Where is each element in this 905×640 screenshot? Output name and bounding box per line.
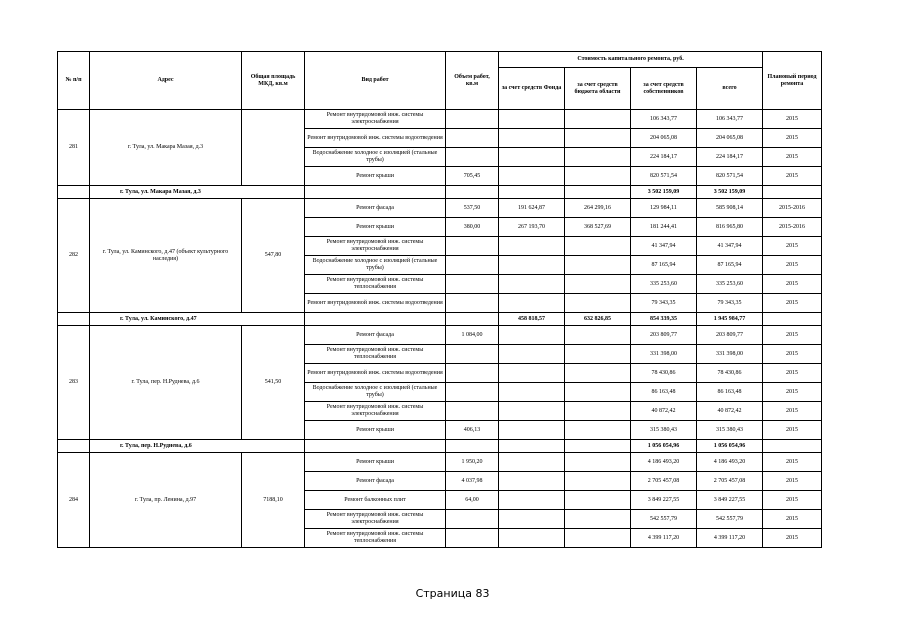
owners-cell: 204 065,08	[631, 129, 697, 148]
total-fund-cell	[499, 186, 565, 199]
work-type-cell: Водоснабжение холодное с изоляцией (стальные трубы)	[305, 383, 446, 402]
work-type-cell: Ремонт фасада	[305, 199, 446, 218]
period-cell: 2015	[763, 491, 822, 510]
total-cell: 3 849 227,55	[697, 491, 763, 510]
total-sum-cell: 1 945 984,77	[697, 313, 763, 326]
owners-cell: 129 984,11	[631, 199, 697, 218]
volume-cell: 64,00	[446, 491, 499, 510]
region-budget-cell: 368 527,69	[565, 218, 631, 237]
owners-cell: 3 849 227,55	[631, 491, 697, 510]
fund-cell	[499, 167, 565, 186]
owners-cell: 335 253,60	[631, 275, 697, 294]
total-volume-blank	[446, 313, 499, 326]
volume-cell: 537,50	[446, 199, 499, 218]
total-sum-cell: 3 502 159,09	[697, 186, 763, 199]
fund-cell	[499, 491, 565, 510]
address-cell: г. Тула, пр. Ленина, д.97	[90, 453, 242, 548]
owners-cell: 542 557,79	[631, 510, 697, 529]
header-fund: за счет средств Фонда	[499, 68, 565, 110]
total-address-cell: г. Тула, пер. Н.Руднева, д.6	[90, 440, 305, 453]
fund-cell	[499, 472, 565, 491]
region-budget-cell	[565, 167, 631, 186]
fund-cell: 191 624,87	[499, 199, 565, 218]
volume-cell	[446, 383, 499, 402]
total-cell: 106 343,77	[697, 110, 763, 129]
region-budget-cell	[565, 326, 631, 345]
volume-cell	[446, 510, 499, 529]
total-cell: 78 430,86	[697, 364, 763, 383]
period-cell: 2015	[763, 472, 822, 491]
region-budget-cell	[565, 421, 631, 440]
owners-cell: 181 244,41	[631, 218, 697, 237]
total-work-blank	[305, 313, 446, 326]
fund-cell	[499, 148, 565, 167]
area-cell	[242, 110, 305, 186]
total-region-cell	[565, 186, 631, 199]
fund-cell	[499, 237, 565, 256]
total-owners-cell: 3 502 159,09	[631, 186, 697, 199]
fund-cell	[499, 110, 565, 129]
work-type-cell: Ремонт балконных плит	[305, 491, 446, 510]
row-number: 281	[58, 110, 90, 186]
period-cell: 2015	[763, 402, 822, 421]
work-type-cell: Ремонт внутридомовой инж. системы теплоснабжения	[305, 275, 446, 294]
work-type-cell: Ремонт внутридомовой инж. системы водоотведения	[305, 129, 446, 148]
owners-cell: 315 380,43	[631, 421, 697, 440]
total-cell: 86 163,48	[697, 383, 763, 402]
volume-cell: 380,00	[446, 218, 499, 237]
area-cell: 547,80	[242, 199, 305, 313]
period-cell: 2015	[763, 421, 822, 440]
period-cell: 2015	[763, 110, 822, 129]
volume-cell: 406,13	[446, 421, 499, 440]
table-body	[58, 110, 822, 548]
region-budget-cell	[565, 510, 631, 529]
owners-cell: 2 705 457,08	[631, 472, 697, 491]
fund-cell	[499, 345, 565, 364]
volume-cell: 705,45	[446, 167, 499, 186]
total-cell: 41 347,94	[697, 237, 763, 256]
region-budget-cell	[565, 294, 631, 313]
period-cell: 2015	[763, 529, 822, 548]
region-budget-cell: 264 299,16	[565, 199, 631, 218]
fund-cell	[499, 529, 565, 548]
period-cell: 2015	[763, 275, 822, 294]
total-period-blank	[763, 313, 822, 326]
total-work-blank	[305, 440, 446, 453]
region-budget-cell	[565, 148, 631, 167]
fund-cell	[499, 256, 565, 275]
work-type-cell: Ремонт фасада	[305, 472, 446, 491]
header-area: Общая площадь МКД, кв.м	[242, 52, 305, 110]
header-total: всего	[697, 68, 763, 110]
total-cell: 203 809,77	[697, 326, 763, 345]
total-volume-blank	[446, 440, 499, 453]
period-cell: 2015	[763, 294, 822, 313]
region-budget-cell	[565, 129, 631, 148]
table-row	[58, 110, 822, 129]
volume-cell	[446, 402, 499, 421]
fund-cell	[499, 294, 565, 313]
period-cell: 2015	[763, 453, 822, 472]
total-cell: 40 872,42	[697, 402, 763, 421]
total-cell: 87 165,94	[697, 256, 763, 275]
total-row-blank	[58, 186, 90, 199]
owners-cell: 4 186 493,20	[631, 453, 697, 472]
volume-cell	[446, 529, 499, 548]
period-cell: 2015	[763, 326, 822, 345]
header-cost-group: Стоимость капитального ремонта, руб.	[499, 52, 763, 68]
region-budget-cell	[565, 364, 631, 383]
total-period-blank	[763, 440, 822, 453]
owners-cell: 79 343,35	[631, 294, 697, 313]
total-cell: 204 065,08	[697, 129, 763, 148]
volume-cell	[446, 364, 499, 383]
total-sum-cell: 1 056 054,96	[697, 440, 763, 453]
volume-cell	[446, 256, 499, 275]
owners-cell: 41 347,94	[631, 237, 697, 256]
owners-cell: 78 430,86	[631, 364, 697, 383]
work-type-cell: Ремонт крыши	[305, 167, 446, 186]
header-address: Адрес	[90, 52, 242, 110]
volume-cell	[446, 129, 499, 148]
fund-cell	[499, 383, 565, 402]
table-row	[58, 326, 822, 345]
total-row	[58, 313, 822, 326]
fund-cell: 267 193,70	[499, 218, 565, 237]
period-cell: 2015	[763, 148, 822, 167]
owners-cell: 820 571,54	[631, 167, 697, 186]
header-period: Плановый период ремонта	[763, 52, 822, 110]
region-budget-cell	[565, 491, 631, 510]
volume-cell	[446, 110, 499, 129]
total-cell: 4 186 493,20	[697, 453, 763, 472]
page-number: Страница 83	[415, 587, 490, 600]
total-volume-blank	[446, 186, 499, 199]
total-cell: 585 908,14	[697, 199, 763, 218]
owners-cell: 4 399 117,20	[631, 529, 697, 548]
total-period-blank	[763, 186, 822, 199]
work-type-cell: Ремонт внутридомовой инж. системы водоотведения	[305, 364, 446, 383]
region-budget-cell	[565, 529, 631, 548]
period-cell: 2015-2016	[763, 199, 822, 218]
fund-cell	[499, 129, 565, 148]
fund-cell	[499, 275, 565, 294]
volume-cell: 1 950,20	[446, 453, 499, 472]
total-row-blank	[58, 313, 90, 326]
area-cell: 541,50	[242, 326, 305, 440]
total-region-cell: 632 826,85	[565, 313, 631, 326]
header-owners: за счет средств собственников	[631, 68, 697, 110]
total-work-blank	[305, 186, 446, 199]
total-cell: 2 705 457,08	[697, 472, 763, 491]
work-type-cell: Ремонт крыши	[305, 421, 446, 440]
total-owners-cell: 854 339,35	[631, 313, 697, 326]
region-budget-cell	[565, 472, 631, 491]
total-cell: 816 965,80	[697, 218, 763, 237]
table-row	[58, 453, 822, 472]
total-fund-cell	[499, 440, 565, 453]
total-cell: 820 571,54	[697, 167, 763, 186]
region-budget-cell	[565, 256, 631, 275]
period-cell: 2015	[763, 364, 822, 383]
total-owners-cell: 1 056 054,96	[631, 440, 697, 453]
row-number: 282	[58, 199, 90, 313]
work-type-cell: Ремонт внутридомовой инж. системы электроснабжения	[305, 402, 446, 421]
owners-cell: 331 398,00	[631, 345, 697, 364]
row-number: 283	[58, 326, 90, 440]
period-cell: 2015	[763, 383, 822, 402]
header-work-type: Вид работ	[305, 52, 446, 110]
region-budget-cell	[565, 275, 631, 294]
period-cell: 2015	[763, 167, 822, 186]
header-volume: Объем работ, кв.м	[446, 52, 499, 110]
total-row-blank	[58, 440, 90, 453]
period-cell: 2015	[763, 256, 822, 275]
volume-cell	[446, 275, 499, 294]
volume-cell: 1 084,00	[446, 326, 499, 345]
region-budget-cell	[565, 110, 631, 129]
owners-cell: 40 872,42	[631, 402, 697, 421]
total-cell: 542 557,79	[697, 510, 763, 529]
period-cell: 2015	[763, 129, 822, 148]
work-type-cell: Ремонт внутридомовой инж. системы электроснабжения	[305, 110, 446, 129]
header-num: № п/п	[58, 52, 90, 110]
region-budget-cell	[565, 453, 631, 472]
fund-cell	[499, 326, 565, 345]
owners-cell: 86 163,48	[631, 383, 697, 402]
address-cell: г. Тула, пер. Н.Руднева, д.6	[90, 326, 242, 440]
volume-cell	[446, 237, 499, 256]
total-address-cell: г. Тула, ул. Макара Мазая, д.3	[90, 186, 305, 199]
period-cell: 2015	[763, 510, 822, 529]
owners-cell: 106 343,77	[631, 110, 697, 129]
region-budget-cell	[565, 402, 631, 421]
period-cell: 2015	[763, 237, 822, 256]
area-cell: 7188,10	[242, 453, 305, 548]
table-row	[58, 199, 822, 218]
region-budget-cell	[565, 237, 631, 256]
volume-cell	[446, 345, 499, 364]
total-region-cell	[565, 440, 631, 453]
total-row	[58, 440, 822, 453]
fund-cell	[499, 421, 565, 440]
work-type-cell: Ремонт внутридомовой инж. системы водоотведения	[305, 294, 446, 313]
work-type-cell: Ремонт внутридомовой инж. системы электроснабжения	[305, 510, 446, 529]
total-cell: 315 380,43	[697, 421, 763, 440]
fund-cell	[499, 510, 565, 529]
period-cell: 2015-2016	[763, 218, 822, 237]
total-cell: 331 398,00	[697, 345, 763, 364]
total-cell: 224 184,17	[697, 148, 763, 167]
total-fund-cell: 458 818,57	[499, 313, 565, 326]
capital-repair-table	[57, 51, 817, 567]
header-region-budget: за счет средств бюджета области	[565, 68, 631, 110]
address-cell: г. Тула, ул. Каминского, д.47 (объект культурного наследия)	[90, 199, 242, 313]
work-type-cell: Ремонт внутридомовой инж. системы теплоснабжения	[305, 529, 446, 548]
table-header	[58, 52, 822, 110]
work-type-cell: Водоснабжение холодное с изоляцией (стальные трубы)	[305, 256, 446, 275]
total-cell: 79 343,35	[697, 294, 763, 313]
owners-cell: 87 165,94	[631, 256, 697, 275]
volume-cell	[446, 148, 499, 167]
volume-cell: 4 037,98	[446, 472, 499, 491]
owners-cell: 224 184,17	[631, 148, 697, 167]
fund-cell	[499, 453, 565, 472]
work-type-cell: Ремонт крыши	[305, 453, 446, 472]
fund-cell	[499, 402, 565, 421]
work-type-cell: Ремонт крыши	[305, 218, 446, 237]
total-cell: 4 399 117,20	[697, 529, 763, 548]
work-type-cell: Ремонт внутридомовой инж. системы электроснабжения	[305, 237, 446, 256]
period-cell: 2015	[763, 345, 822, 364]
owners-cell: 203 809,77	[631, 326, 697, 345]
work-type-cell: Ремонт фасада	[305, 326, 446, 345]
fund-cell	[499, 364, 565, 383]
region-budget-cell	[565, 383, 631, 402]
total-row	[58, 186, 822, 199]
row-number: 284	[58, 453, 90, 548]
address-cell: г. Тула, ул. Макара Мазая, д.3	[90, 110, 242, 186]
work-type-cell: Водоснабжение холодное с изоляцией (стальные трубы)	[305, 148, 446, 167]
region-budget-cell	[565, 345, 631, 364]
volume-cell	[446, 294, 499, 313]
total-cell: 335 253,60	[697, 275, 763, 294]
work-type-cell: Ремонт внутридомовой инж. системы теплоснабжения	[305, 345, 446, 364]
total-address-cell: г. Тула, ул. Каминского, д.47	[90, 313, 305, 326]
